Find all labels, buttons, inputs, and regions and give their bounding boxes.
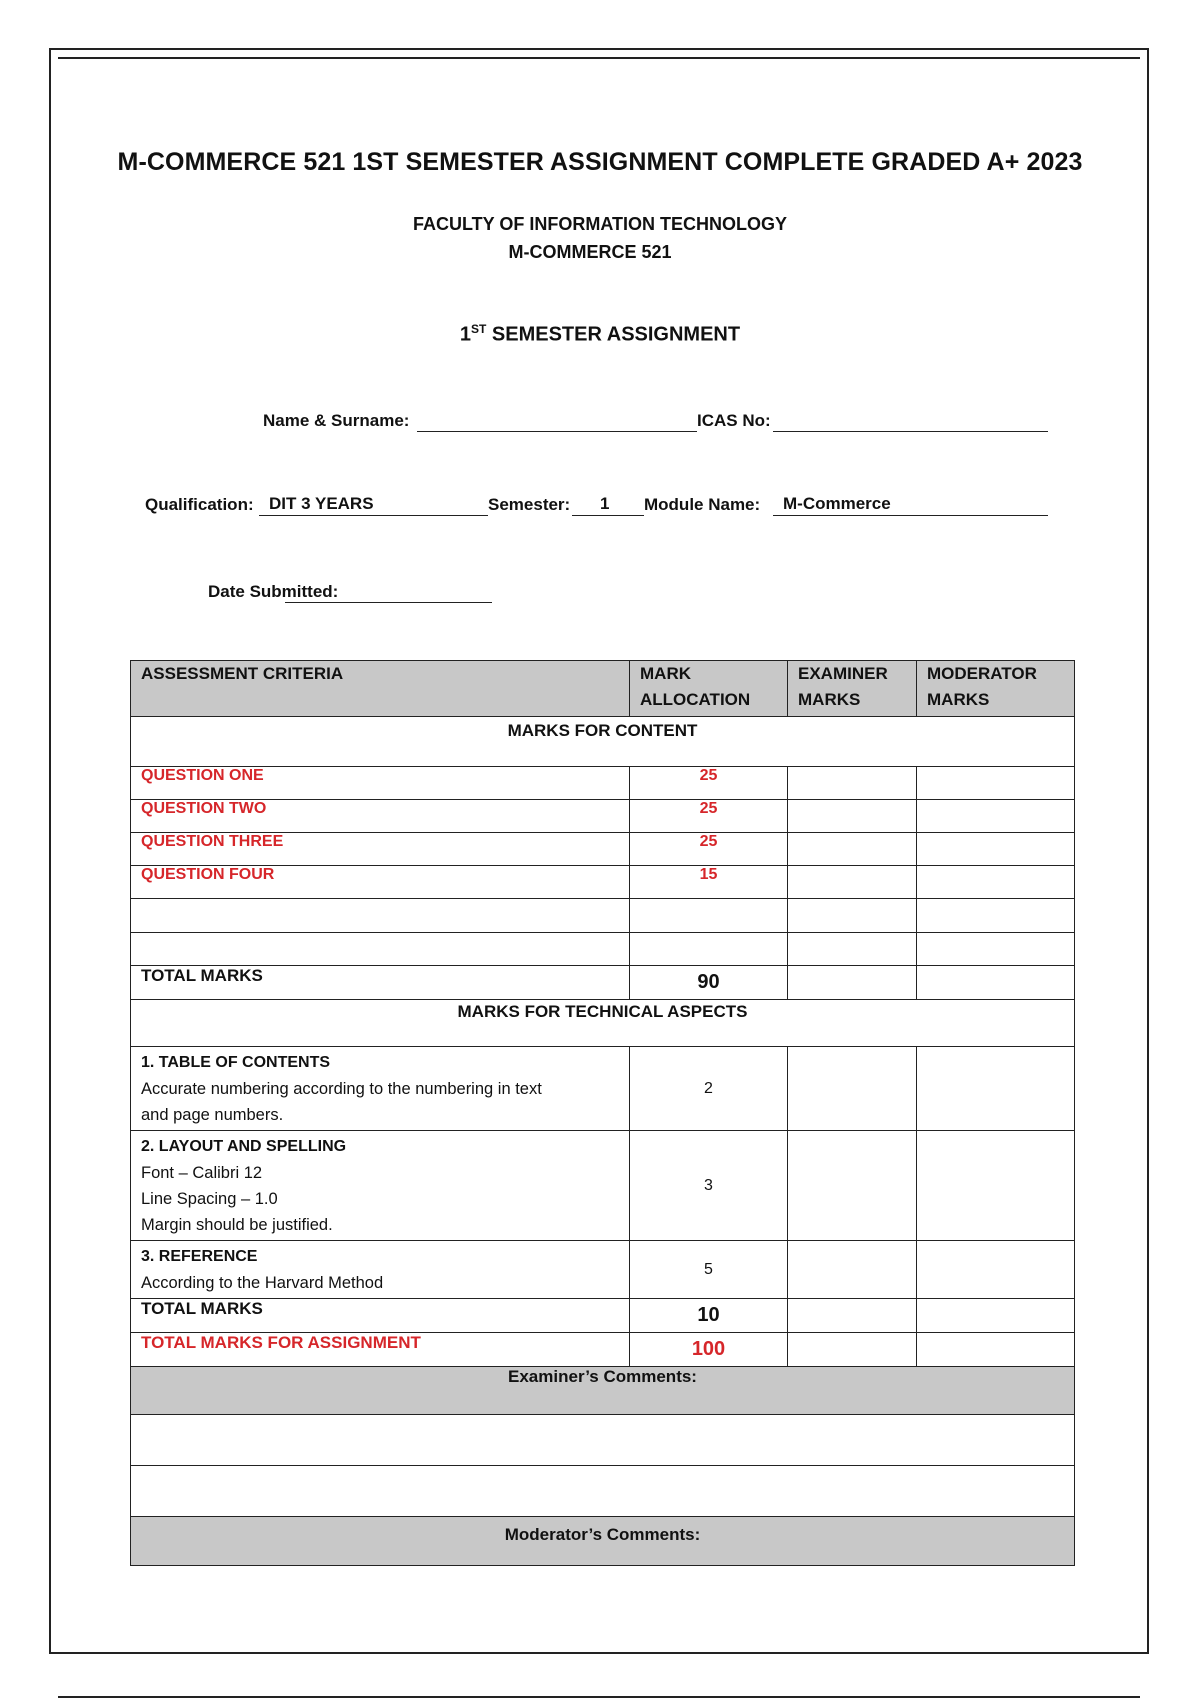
question-mark: 25 [630,767,788,800]
table-row [131,1241,1075,1299]
examiner-mark-cell[interactable] [788,866,917,899]
header-moderator-marks: MODERATOR MARKS [917,661,1075,717]
table-row [131,1047,1075,1131]
examiner-mark-cell[interactable] [788,767,917,800]
technical-criterion [131,1241,630,1299]
date-submitted-field[interactable] [285,581,492,603]
technical-section-title: MARKS FOR TECHNICAL ASPECTS [131,1000,1075,1047]
table-row [131,866,1075,899]
assignment-total-value: 100 [630,1333,788,1367]
content-section-title: MARKS FOR CONTENT [131,717,1075,767]
assessment-table [130,660,1075,1566]
question-label: QUESTION THREE [131,833,630,866]
moderator-mark-cell[interactable] [917,866,1075,899]
qualification-field[interactable]: DIT 3 YEARS [259,494,488,516]
technical-criterion [131,1131,630,1241]
technical-total-label: TOTAL MARKS [131,1299,630,1333]
empty-row [131,899,1075,933]
question-mark: 25 [630,833,788,866]
module-name-field[interactable]: M-Commerce [773,494,1048,516]
examiner-comments-header [131,1367,1075,1415]
table-header-row [131,661,1075,717]
examiner-comments-row [131,1415,1075,1466]
technical-title: 3. REFERENCE [141,1248,258,1265]
technical-desc: Margin should be justified. [141,1216,333,1234]
examiner-mark-cell[interactable] [788,800,917,833]
technical-desc: According to the Harvard Method [141,1274,384,1292]
examiner-mark-cell[interactable] [788,833,917,866]
date-submitted-label: Date Submitted: [208,582,339,601]
technical-section-row [131,1000,1075,1047]
technical-title: 2. LAYOUT AND SPELLING [141,1138,347,1155]
semester-heading-text: SEMESTER ASSIGNMENT [486,323,741,346]
content-total-label: TOTAL MARKS [131,966,630,1000]
question-label: QUESTION TWO [131,800,630,833]
technical-mark: 3 [630,1131,788,1241]
examiner-mark-cell[interactable] [788,1241,917,1299]
examiner-mark-cell[interactable] [788,966,917,1000]
document-title: M-COMMERCE 521 1ST SEMESTER ASSIGNMENT COMPLETE GRADED A+ 2023 [117,148,1083,176]
bottom-rule [58,1696,1140,1698]
question-label: QUESTION FOUR [131,866,630,899]
empty-cell [630,899,788,933]
content-section-row [131,717,1075,767]
technical-desc: Font – Calibri 12 [141,1164,263,1182]
module-code: M-COMMERCE 521 [508,242,672,262]
moderator-mark-cell[interactable] [917,1047,1075,1131]
semester-heading-num: 1 [459,323,472,346]
moderator-mark-cell[interactable] [917,1131,1075,1241]
table-row [131,833,1075,866]
moderator-comments-header [131,1517,1075,1566]
moderator-comments-label: Moderator’s Comments: [131,1517,1075,1566]
table-row [131,1131,1075,1241]
empty-row [131,933,1075,966]
icas-field[interactable] [773,410,1048,432]
examiner-comments-label: Examiner’s Comments: [131,1367,1075,1415]
empty-cell[interactable] [917,933,1075,966]
moderator-mark-cell[interactable] [917,767,1075,800]
empty-cell [131,933,630,966]
moderator-mark-cell[interactable] [917,800,1075,833]
semester-heading-sup: ST [471,322,487,336]
empty-cell [131,899,630,933]
qualification-label: Qualification: [145,495,254,514]
examiner-mark-cell[interactable] [788,1047,917,1131]
faculty-name: FACULTY OF INFORMATION TECHNOLOGY [413,214,787,234]
question-label: QUESTION ONE [131,767,630,800]
technical-total-value: 10 [630,1299,788,1333]
question-mark: 15 [630,866,788,899]
moderator-mark-cell[interactable] [917,1241,1075,1299]
table-row [131,800,1075,833]
empty-cell [630,933,788,966]
technical-total-row [131,1299,1075,1333]
content-total-value: 90 [630,966,788,1000]
top-rule [58,57,1140,59]
name-field[interactable] [417,410,697,432]
name-label: Name & Surname: [263,411,410,430]
moderator-mark-cell[interactable] [917,1333,1075,1367]
header-mark-allocation: MARK ALLOCATION [630,661,788,717]
technical-title: 1. TABLE OF CONTENTS [141,1054,331,1071]
table-row [131,767,1075,800]
question-mark: 25 [630,800,788,833]
empty-cell[interactable] [917,899,1075,933]
empty-cell[interactable] [788,899,917,933]
semester-label: Semester: [488,495,571,514]
examiner-comments-row [131,1466,1075,1517]
assignment-total-row [131,1333,1075,1367]
icas-label: ICAS No: [697,411,771,430]
semester-heading [0,322,1200,347]
technical-mark: 5 [630,1241,788,1299]
header-examiner-marks: EXAMINER MARKS [788,661,917,717]
moderator-mark-cell[interactable] [917,833,1075,866]
technical-criterion [131,1047,630,1131]
module-name-label: Module Name: [644,495,761,514]
examiner-comments-field[interactable] [131,1415,1075,1466]
examiner-mark-cell[interactable] [788,1299,917,1333]
semester-field[interactable]: 1 [572,494,644,516]
technical-desc: Accurate numbering according to the numbering in text [141,1080,542,1098]
content-total-row [131,966,1075,1000]
moderator-mark-cell[interactable] [917,966,1075,1000]
header-criteria: ASSESSMENT CRITERIA [131,661,630,717]
examiner-mark-cell[interactable] [788,1131,917,1241]
moderator-mark-cell[interactable] [917,1299,1075,1333]
technical-desc: and page numbers. [141,1106,284,1124]
empty-cell[interactable] [788,933,917,966]
technical-mark: 2 [630,1047,788,1131]
technical-desc: Line Spacing – 1.0 [141,1190,278,1208]
examiner-mark-cell[interactable] [788,1333,917,1367]
examiner-comments-field[interactable] [131,1466,1075,1517]
assignment-total-label: TOTAL MARKS FOR ASSIGNMENT [131,1333,630,1367]
